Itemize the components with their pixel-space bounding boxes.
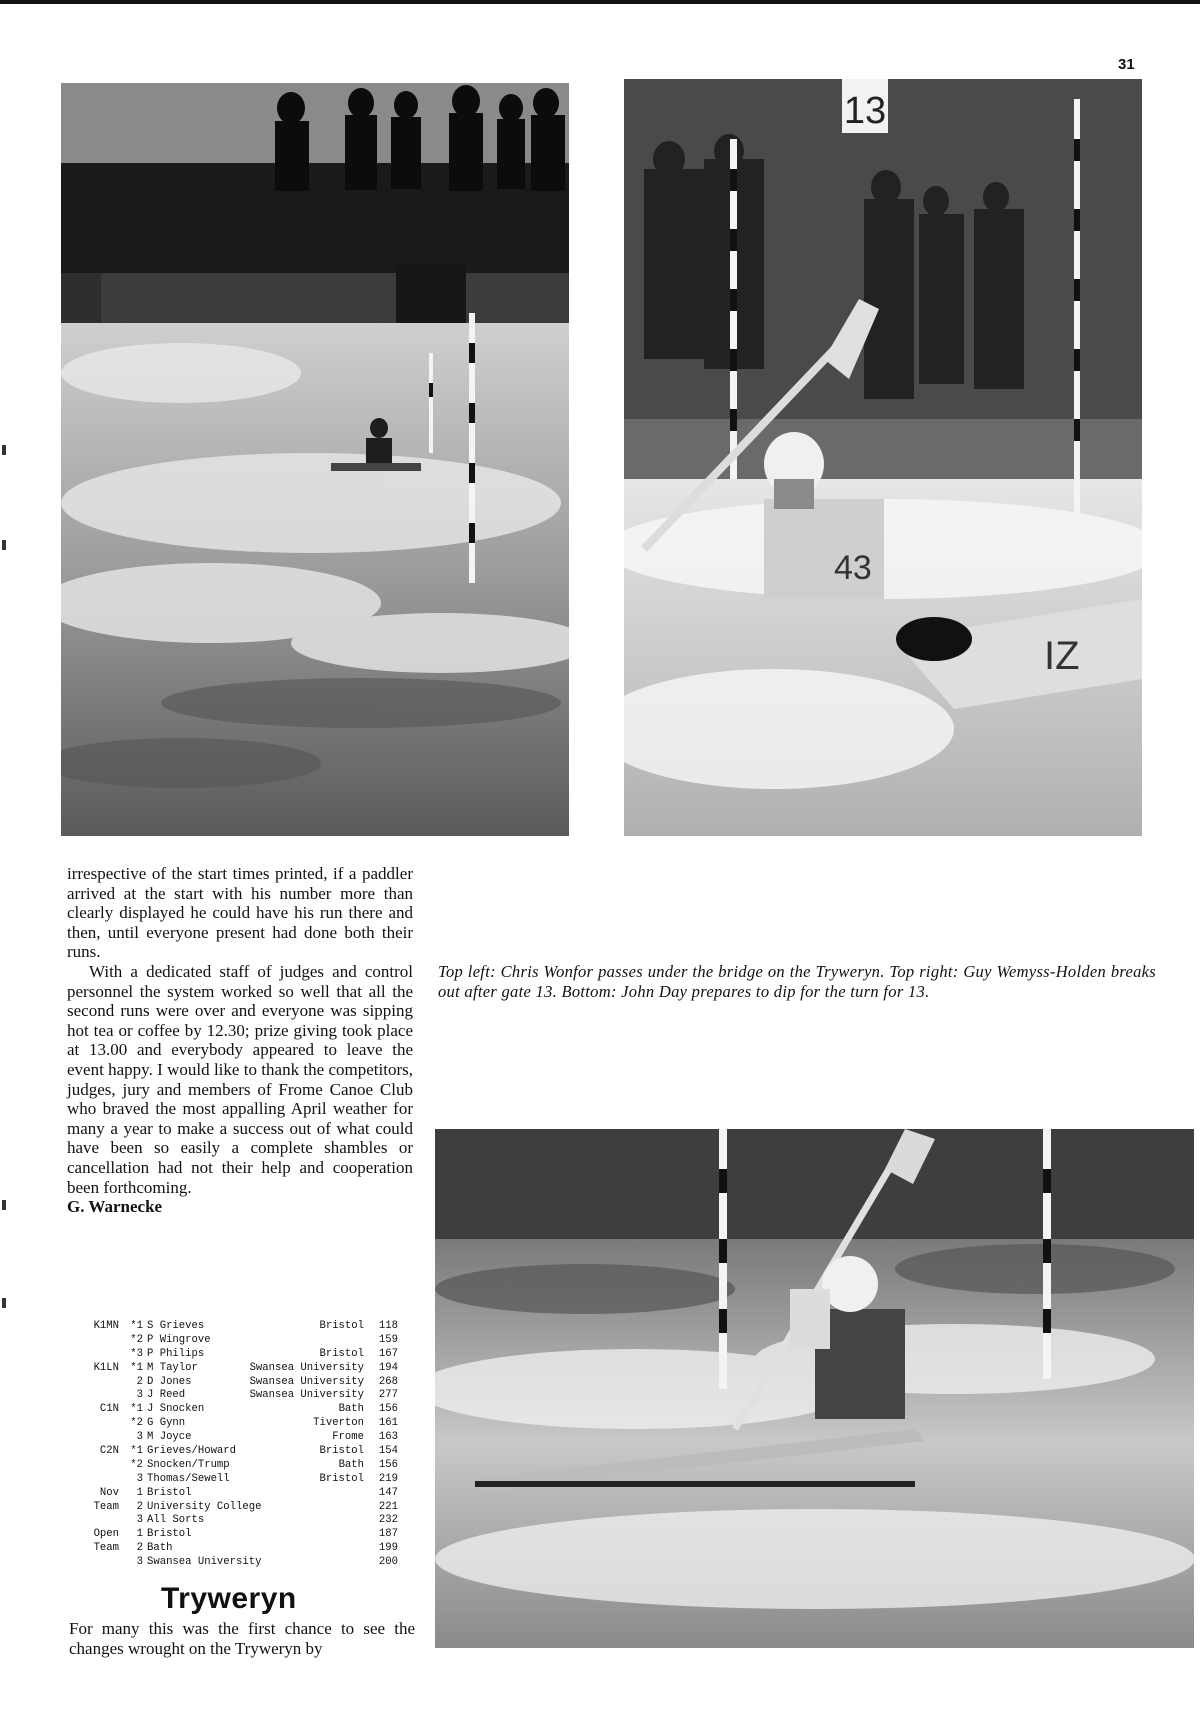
result-class: Open <box>93 1528 119 1541</box>
section-text: For many this was the first chance to see the changes wrought on the Tryweryn by <box>69 1619 415 1658</box>
result-score: 268 <box>378 1375 398 1388</box>
gate-13-sign <box>842 79 888 133</box>
result-position: 2 <box>136 1375 143 1388</box>
paragraph-1: irrespective of the start times printed, if a paddler arrived at the start with his number more than clearly displayed he could have his run there and then, until everyone present had done both their runs. <box>67 864 413 962</box>
gate-number-13: 13 <box>843 90 887 132</box>
result-score: 156 <box>378 1458 398 1471</box>
result-club: Bristol <box>319 1320 364 1332</box>
result-score: 147 <box>378 1486 398 1499</box>
result-class <box>70 1431 119 1445</box>
result-row <box>70 1403 398 1417</box>
result-class <box>70 1334 119 1348</box>
result-club: Tiverton <box>313 1417 364 1430</box>
result-class <box>70 1556 119 1570</box>
race-bib-number: 43 <box>834 549 872 587</box>
result-row <box>70 1556 398 1570</box>
result-position: 3 <box>136 1556 143 1569</box>
result-club: Bristol <box>319 1445 364 1458</box>
margin-mark <box>2 540 6 550</box>
result-name: P Wingrove <box>147 1333 211 1346</box>
photo-gate-13-paddler <box>624 79 1142 836</box>
result-club: Swansea University <box>249 1375 364 1388</box>
result-row <box>70 1334 398 1348</box>
result-club: Swansea University <box>249 1389 364 1402</box>
result-score: 156 <box>378 1403 398 1416</box>
result-name: Grieves/Howard <box>147 1445 237 1458</box>
results-table <box>70 1320 398 1570</box>
result-name: S Grieves <box>147 1320 205 1332</box>
result-position: 1 <box>136 1528 143 1541</box>
margin-mark <box>2 445 6 455</box>
result-club: Swansea University <box>249 1361 364 1374</box>
result-position: 2 <box>136 1542 143 1555</box>
page-number: 31 <box>1118 56 1135 73</box>
result-position: *1 <box>130 1320 143 1332</box>
result-name: All Sorts <box>147 1514 205 1527</box>
result-score: 194 <box>378 1361 398 1374</box>
result-position: *2 <box>130 1458 143 1471</box>
result-club: Bristol <box>319 1472 364 1485</box>
result-score: 200 <box>378 1556 398 1569</box>
result-name: Thomas/Sewell <box>147 1472 230 1485</box>
result-row <box>70 1459 398 1473</box>
result-class <box>70 1376 119 1390</box>
result-club: Bath <box>338 1458 364 1471</box>
result-name: M Joyce <box>147 1431 192 1444</box>
result-name: J Reed <box>147 1389 186 1402</box>
result-class: C2N <box>99 1445 119 1458</box>
result-class: Nov <box>99 1486 119 1499</box>
result-row <box>70 1431 398 1445</box>
result-class: Team <box>93 1500 119 1513</box>
article-body <box>67 864 413 1217</box>
result-class <box>70 1348 119 1362</box>
result-row <box>70 1348 398 1362</box>
result-club: Bristol <box>319 1347 364 1360</box>
result-name: Swansea University <box>147 1556 262 1569</box>
result-name: J Snocken <box>147 1403 205 1416</box>
result-row <box>70 1320 398 1334</box>
result-class <box>70 1459 119 1473</box>
result-score: 232 <box>378 1514 398 1527</box>
photo-paddler-turn <box>435 1129 1194 1648</box>
result-name: Bath <box>147 1542 173 1555</box>
result-score: 187 <box>378 1528 398 1541</box>
result-club: Frome <box>332 1431 364 1444</box>
result-score: 163 <box>378 1431 398 1444</box>
top-rule <box>0 0 1200 4</box>
result-row <box>70 1501 398 1515</box>
photo-bottom-illustration <box>435 1129 1194 1648</box>
paragraph-2: With a dedicated staff of judges and control personnel the system worked so well that all the second runs were over and everyone was sipping hot tea or coffee by 12.30; prize giving took place at 13.00 and everybody appeared to leave the event happy. I would like to thank the competitors, judges, jury and members of Frome Canoe Club who braved the most appalling April weather for many a year to make a success out of what could have been so easily a complete shambles or cancellation had not their help and cooperation been forthcoming. <box>67 961 413 1197</box>
result-position: *1 <box>130 1403 143 1416</box>
result-score: 159 <box>378 1333 398 1346</box>
result-class: C1N <box>99 1403 119 1416</box>
result-position: *2 <box>130 1417 143 1430</box>
result-position: *1 <box>130 1361 143 1374</box>
result-score: 154 <box>378 1445 398 1458</box>
result-position: *1 <box>130 1445 143 1458</box>
boat-lettering: IZ <box>1044 634 1080 678</box>
section-title: Tryweryn <box>161 1582 297 1615</box>
result-position: 3 <box>136 1514 143 1527</box>
result-row <box>70 1528 398 1542</box>
photo-bridge-illustration <box>61 83 569 836</box>
photo-bridge-paddler <box>61 83 569 836</box>
result-score: 118 <box>378 1320 398 1332</box>
result-row <box>70 1473 398 1487</box>
margin-mark <box>2 1200 6 1210</box>
result-name: G Gynn <box>147 1417 186 1430</box>
result-position: 1 <box>136 1486 143 1499</box>
result-class: K1LN <box>93 1361 119 1374</box>
result-row <box>70 1514 398 1528</box>
result-position: 2 <box>136 1500 143 1513</box>
result-name: University College <box>147 1500 262 1513</box>
photo-caption: Top left: Chris Wonfor passes under the bridge on the Tryweryn. Top right: Guy Wemyss-Holden breaks out after gate 13. Bottom: John Day prepares to dip for the turn for 13. <box>438 962 1156 1001</box>
result-class <box>70 1514 119 1528</box>
photo-gate13-illustration <box>624 79 1142 836</box>
result-position: 3 <box>136 1472 143 1485</box>
result-row <box>70 1417 398 1431</box>
result-score: 219 <box>378 1472 398 1485</box>
result-class <box>70 1473 119 1487</box>
result-name: D Jones <box>147 1375 192 1388</box>
result-row <box>70 1376 398 1390</box>
result-name: Snocken/Trump <box>147 1458 230 1471</box>
result-position: *2 <box>130 1333 143 1346</box>
result-score: 221 <box>378 1500 398 1513</box>
result-score: 199 <box>378 1542 398 1555</box>
author-signature: G. Warnecke <box>67 1197 163 1217</box>
result-class: K1MN <box>93 1320 119 1332</box>
result-row <box>70 1362 398 1376</box>
result-name: Bristol <box>147 1528 192 1541</box>
result-name: Bristol <box>147 1486 192 1499</box>
result-position: *3 <box>130 1347 143 1360</box>
result-class <box>70 1389 119 1403</box>
result-position: 3 <box>136 1389 143 1402</box>
result-class <box>70 1417 119 1431</box>
result-row <box>70 1542 398 1556</box>
result-score: 161 <box>378 1417 398 1430</box>
result-name: P Philips <box>147 1347 205 1360</box>
margin-mark <box>2 1298 6 1308</box>
result-club: Bath <box>338 1403 364 1416</box>
result-score: 277 <box>378 1389 398 1402</box>
result-position: 3 <box>136 1431 143 1444</box>
result-row <box>70 1487 398 1501</box>
result-row <box>70 1445 398 1459</box>
result-class: Team <box>93 1542 119 1555</box>
result-row <box>70 1389 398 1403</box>
result-score: 167 <box>378 1347 398 1360</box>
result-name: M Taylor <box>147 1361 198 1374</box>
